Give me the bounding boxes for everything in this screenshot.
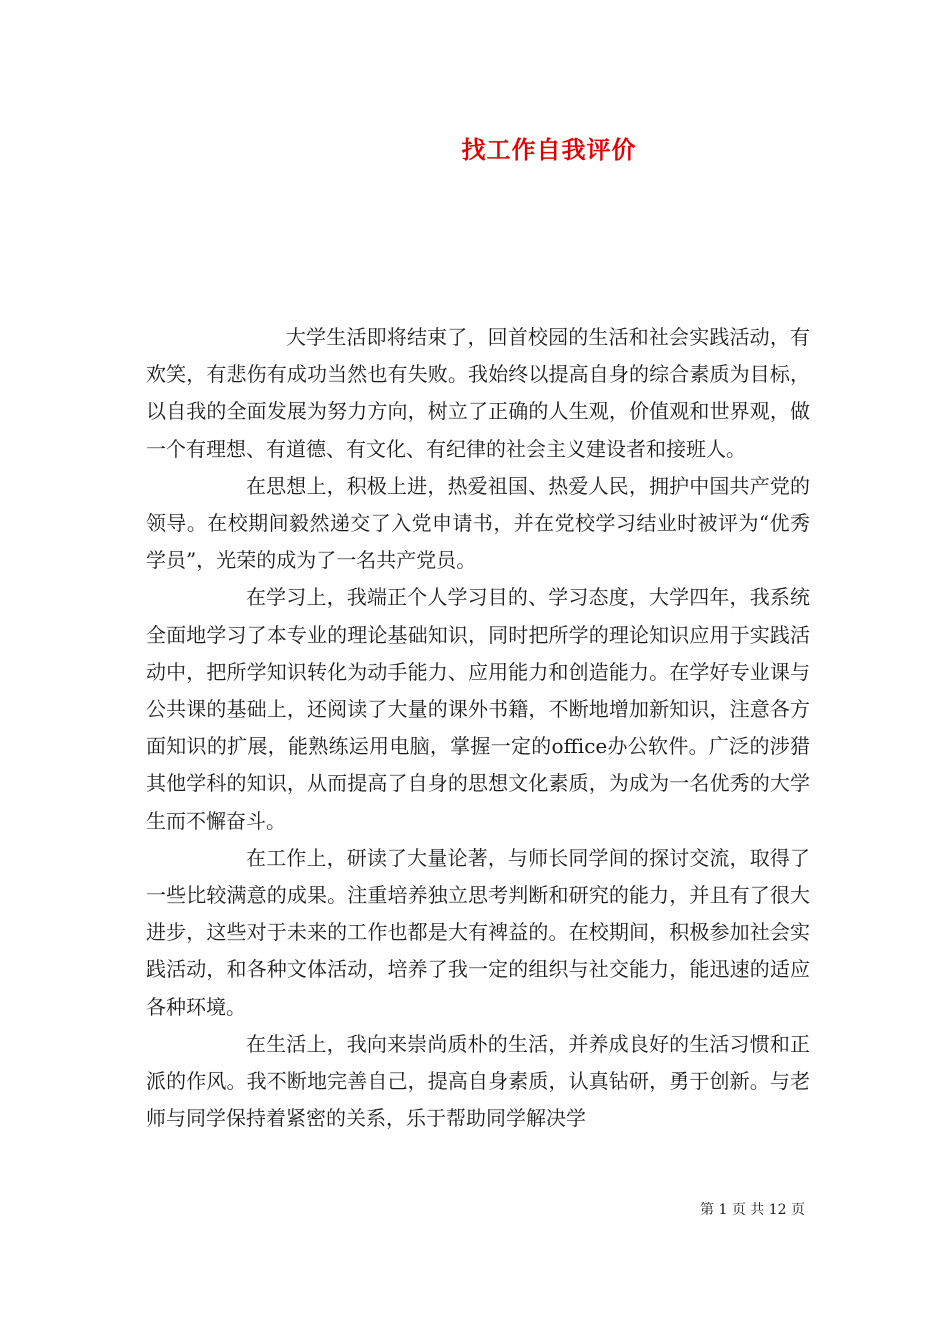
page-number-footer: 第 1 页 共 12 页 <box>700 1202 805 1218</box>
paragraph-study: 在学习上，我端正个人学习目的、学习态度，大学四年，我系统全面地学习了本专业的理论基础知识，同时把所学的理论知识应用于实践活动中，把所学知识转化为动手能力、应用能力和创造能力。在学好专业课与公共课的基础上，还阅读了大量的课外书籍，不断地增加新知识，注意各方面知识的扩展，能熟练运用电脑，掌握一定的office办公软件。广泛的涉猎其他学科的知识，从而提高了自身的思想文化素质，为成为一名优秀的大学生而不懈奋斗。 <box>146 585 810 833</box>
paragraph-intro: 大学生活即将结束了，回首校园的生活和社会实践活动，有欢笑，有悲伤有成功当然也有失败。我始终以提高自身的综合素质为目标，以自我的全面发展为努力方向，树立了正确的人生观，价值观和世界观，做一个有理想、有道德、有文化、有纪律的社会主义建设者和接班人。 <box>146 325 810 461</box>
paragraph-ideology: 在思想上，积极上进，热爱祖国、热爱人民，拥护中国共产党的领导。在校期间毅然递交了入党申请书，并在党校学习结业时被评为“优秀学员”，光荣的成为了一名共产党员。 <box>146 473 810 573</box>
paragraph-life: 在生活上，我向来崇尚质朴的生活，并养成良好的生活习惯和正派的作风。我不断地完善自己，提高自身素质，认真钻研，勇于创新。与老师与同学保持着紧密的关系，乐于帮助同学解决学 <box>146 1031 810 1131</box>
document-body <box>146 319 810 1137</box>
paragraph-work: 在工作上，研读了大量论著，与师长同学间的探讨交流，取得了一些比较满意的成果。注重培养独立思考判断和研究的能力，并且有了很大进步，这些对于未来的工作也都是大有裨益的。在校期间，积极参加社会实践活动，和各种文体活动，培养了我一定的组织与社交能力，能迅速的适应各种环境。 <box>146 845 810 1019</box>
page-title: 找工作自我评价 <box>461 135 637 164</box>
